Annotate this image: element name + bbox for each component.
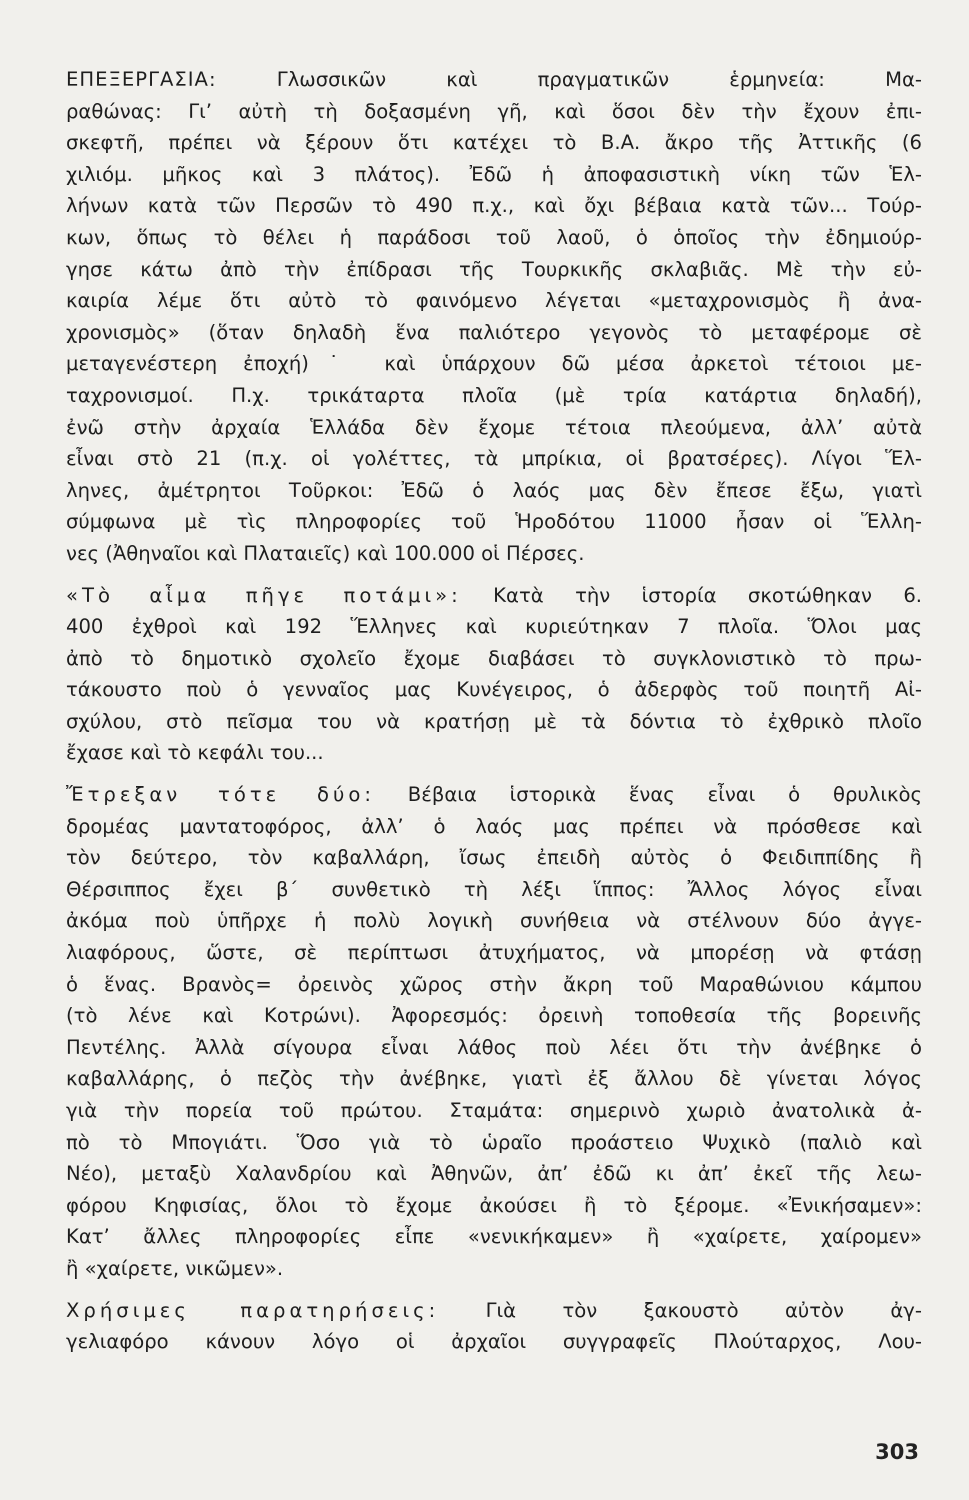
text-line: φόρου Κηφισίας, ὅλοι τὸ ἔχομε ἀκούσει ἢ τὸ ξέρομε. «Ἐνικήσαμεν»: [66, 1193, 922, 1217]
text-line: ἀπὸ τὸ δημοτικὸ σχολεῖο ἔχομε διαβάσει τὸ συγκλονιστικὸ τὸ πρω- [66, 646, 922, 670]
paragraph-epexergasia [66, 64, 922, 570]
section-heading: ΕΠΕΞΕΡΓΑΣΙΑ: [66, 68, 217, 91]
text-line: (τὸ λένε καὶ Κοτρώνι). Ἀφορεσμός: ὀρεινὴ τοποθεσία τῆς βορεινῆς [66, 1004, 922, 1028]
text-line: ἀκόμα ποὺ ὑπῆρχε ἡ πολὺ λογικὴ συνήθεια νὰ στέλνουν δύο ἀγγε- [66, 909, 922, 933]
section-heading: «Τὸ αἷμα πῆγε ποτάμι»: [66, 583, 462, 607]
text-line: Θέρσιππος ἔχει β΄ συνθετικὸ τὴ λέξι ἵππος: Ἄλλος λόγος εἶναι [66, 877, 922, 901]
text-line: τὸν δεύτερο, τὸν καβαλλάρη, ἴσως ἐπειδὴ αὐτὸς ὁ Φειδιππίδης ἢ [66, 846, 922, 870]
section-heading: Ἔτρεξαν τότε δύο: [66, 783, 375, 807]
section-subheading: Γλωσσικῶν καὶ πραγματικῶν ἑρμηνεία: [216, 68, 825, 91]
section-heading: Χρήσιμες παρατηρήσεις: [66, 1298, 440, 1322]
paragraph-xrisimes [66, 1295, 922, 1358]
text-line: Νέο), μεταξὺ Χαλανδρίου καὶ Ἀθηνῶν, ἀπ’ ἐδῶ κι ἀπ’ ἐκεῖ τῆς λεω- [66, 1162, 922, 1186]
text-line: Χρήσιμες παρατηρήσεις: Γιὰ τὸν ξακουστὸ αὐτὸν ἀγ- [66, 1298, 922, 1322]
text-line: χιλιόμ. μῆκος καὶ 3 πλάτος). Ἐδῶ ἡ ἀποφασιστικὴ νίκη τῶν Ἑλ- [66, 162, 922, 186]
text-line: σχύλου, στὸ πεῖσμα του νὰ κρατήσῃ μὲ τὰ δόντια τὸ ἐχθρικὸ πλοῖο [66, 709, 922, 733]
paragraph-aima [66, 580, 922, 770]
text-line: εἶναι στὸ 21 (π.χ. οἱ γολέττες, τὰ μπρίκια, οἱ βρατσέρες). Λίγοι Ἕλ- [66, 447, 922, 471]
text-line: μεταγενέστερη ἐποχή)˙ καὶ ὑπάρχουν δῶ μέσα ἀρκετοὶ τέτοιοι με- [66, 352, 922, 376]
text-line: «Τὸ αἷμα πῆγε ποτάμι»: Κατὰ τὴν ἱστορία σκοτώθηκαν 6. [66, 583, 923, 607]
text-line: ἐνῶ στὴν ἀρχαία Ἑλλάδα δὲν ἔχομε τέτοια πλεούμενα, ἀλλ’ αὐτὰ [66, 415, 922, 439]
text-line: λιαφόρους, ὥστε, σὲ περίπτωσι ἀτυχήματος, νὰ μπορέσῃ νὰ φτάσῃ [66, 941, 922, 965]
text-line: Ἔτρεξαν τότε δύο: Βέβαια ἱστορικὰ ἕνας εἶναι ὁ θρυλικὸς [66, 783, 922, 807]
text-line: καβαλλάρης, ὁ πεζὸς τὴν ἀνέβηκε, γιατὶ ἐξ ἄλλου δὲ γίνεται λόγος [66, 1067, 922, 1091]
text-line: σκεφτῆ, πρέπει νὰ ξέρουν ὅτι κατέχει τὸ Β.Α. ἄκρο τῆς Ἀττικῆς (6 [66, 131, 922, 155]
text-line: τάκουστο ποὺ ὁ γενναῖος μας Κυνέγειρος, ὁ ἀδερφὸς τοῦ ποιητῆ Αἰ- [66, 678, 922, 702]
text-line: Πεντέλης. Ἀλλὰ σίγουρα εἶναι λάθος ποὺ λέει ὅτι τὴν ἀνέβηκε ὁ [66, 1035, 922, 1059]
text-line: σύμφωνα μὲ τὶς πληροφορίες τοῦ Ἡροδότου 11000 ἦσαν οἱ Ἕλλη- [66, 510, 922, 534]
text-line: γελιαφόρο κάνουν λόγο οἱ ἀρχαῖοι συγγραφεῖς Πλούταρχος, Λου- [66, 1330, 922, 1354]
text-line: 400 ἐχθροὶ καὶ 192 Ἕλληνες καὶ κυριεύτηκαν 7 πλοῖα. Ὅλοι μας [66, 615, 922, 639]
text-line: Κατ’ ἄλλες πληροφορίες εἶπε «νενικήκαμεν» ἢ «χαίρετε, χαίρομεν» [66, 1225, 922, 1249]
text-line: νες (Ἀθηναῖοι καὶ Πλαταιεῖς) καὶ 100.000 οἱ Πέρσες. [66, 541, 585, 565]
text-line: χρονισμὸς» (ὅταν δηλαδὴ ἕνα παλιότερο γεγονὸς τὸ μεταφέρομε σὲ [66, 320, 922, 344]
text-line: ἔχασε καὶ τὸ κεφάλι του... [66, 741, 324, 765]
paragraph-etrexan [66, 779, 922, 1285]
text-line: ἢ «χαίρετε, νικῶμεν». [66, 1256, 284, 1280]
text-line: γησε κάτω ἀπὸ τὴν ἐπίδρασι τῆς Τουρκικῆς σκλαβιᾶς. Μὲ τὴν εὐ- [66, 257, 922, 281]
text-line: ραθώνας: Γι’ αὐτὴ τὴ δοξασμένη γῆ, καὶ ὅσοι δὲν τὴν ἔχουν ἐπι- [66, 99, 922, 123]
page-text [66, 64, 922, 1358]
text-line: δρομέας μαντατοφόρος, ἀλλ’ ὁ λαός μας πρέπει νὰ πρόσθεσε καὶ [66, 814, 922, 838]
text-line: λήνων κατὰ τῶν Περσῶν τὸ 490 π.χ., καὶ ὄχι βέβαια κατὰ τῶν... Τούρ- [66, 194, 922, 218]
text-line: κων, ὅπως τὸ θέλει ἡ παράδοσι τοῦ λαοῦ, ὁ ὁποῖος τὴν ἐδημιούρ- [66, 225, 922, 249]
text-line: ΕΠΕΞΕΡΓΑΣΙΑ: Γλωσσικῶν καὶ πραγματικῶν ἑρμηνεία: Μα- [66, 68, 922, 91]
text-line: ταχρονισμοί. Π.χ. τρικάταρτα πλοῖα (μὲ τρία κατάρτια δηλαδή), [66, 383, 922, 407]
text-line: ὁ ἕνας. Βρανὸς= ὀρεινὸς χῶρος στὴν ἄκρη τοῦ Μαραθώνιου κάμπου [66, 972, 922, 996]
text-line: γιὰ τὴν πορεία τοῦ πρώτου. Σταμάτα: σημερινὸ χωριὸ ἀνατολικὰ ἀ- [66, 1099, 922, 1122]
page-number: 303 [875, 1440, 919, 1464]
text-line: ληνες, ἀμέτρητοι Τοῦρκοι: Ἐδῶ ὁ λαός μας δὲν ἔπεσε ἔξω, γιατὶ [66, 478, 922, 502]
text-line: καιρία λέμε ὅτι αὐτὸ τὸ φαινόμενο λέγεται «μεταχρονισμὸς ἢ ἀνα- [66, 289, 922, 313]
text-line: πὸ τὸ Μπογιάτι. Ὅσο γιὰ τὸ ὡραῖο προάστειο Ψυχικὸ (παλιὸ καὶ [66, 1130, 922, 1154]
